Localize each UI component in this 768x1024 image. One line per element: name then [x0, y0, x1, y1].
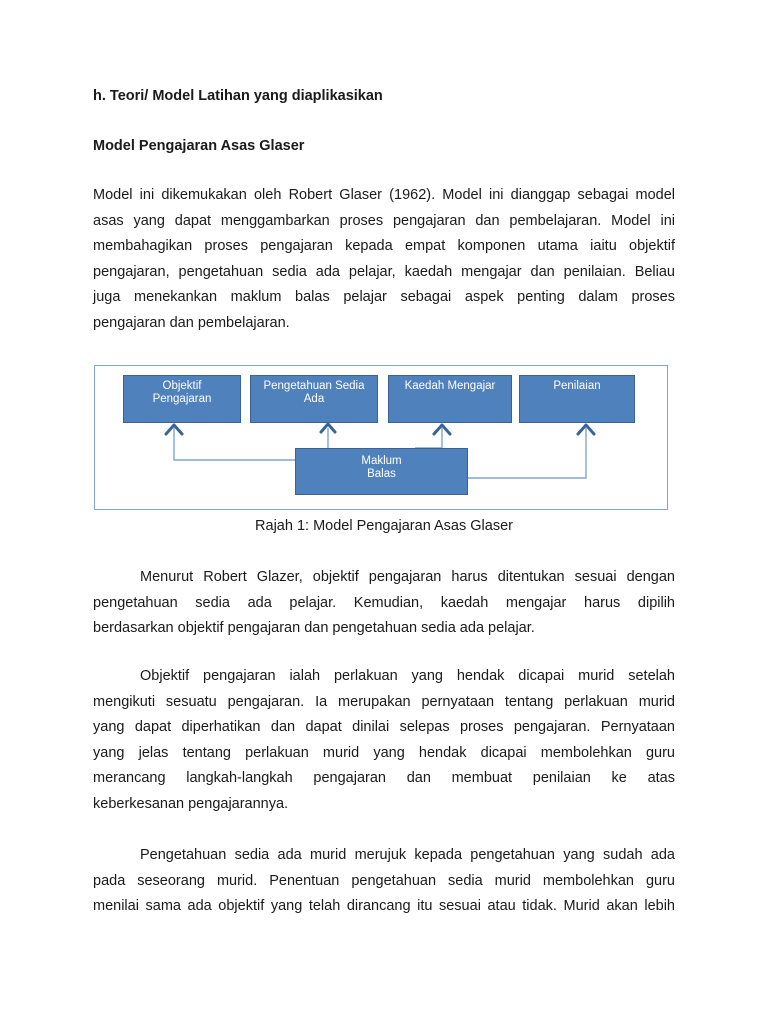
- box-kaedah-mengajar: [388, 375, 512, 423]
- paragraph-line: Objektif pengajaran ialah perlakuan yang hendak dicapai murid setelah: [140, 668, 675, 684]
- box-kaedah-line: Kaedah Mengajar: [404, 380, 496, 392]
- paragraph-line: menilai sama ada objektif yang telah dirancang itu sesuai atau tidak. Murid akan lebih: [93, 898, 675, 914]
- paragraph-line: pengetahuan sedia ada pelajar. Kemudian, kaedah mengajar harus dipilih: [93, 594, 675, 611]
- paragraph-line: keberkesanan pengajarannya.: [93, 795, 289, 812]
- intro-line: juga menekankan maklum balas pelajar sebagai aspek penting dalam proses: [93, 289, 675, 305]
- box-pengetahuan-line: Ada: [303, 393, 325, 405]
- intro-paragraph: [93, 183, 675, 336]
- paragraph-line: yang dapat diperhatikan dan dapat dinilai selepas proses pengajaran. Pernyataan: [93, 719, 675, 735]
- figure-caption: Rajah 1: Model Pengajaran Asas Glaser: [255, 518, 513, 534]
- box-maklum-line: Maklum: [361, 455, 402, 467]
- glaser-model-diagram: [94, 365, 668, 510]
- paragraph-pengetahuan: [93, 843, 675, 920]
- paragraph-line: merancang langkah-langkah pengajaran dan membuat penilaian ke atas: [93, 770, 675, 786]
- section-heading: h. Teori/ Model Latihan yang diaplikasikan: [93, 88, 383, 104]
- box-objektif-line: Pengajaran: [152, 393, 212, 405]
- paragraph-line: yang jelas tentang perlakuan murid yang hendak dicapai membolehkan guru: [93, 744, 675, 761]
- box-objektif-line: Objektif: [162, 380, 202, 392]
- intro-line: pengajaran dan pembelajaran.: [93, 314, 290, 331]
- paragraph-objektif: [93, 664, 675, 817]
- box-maklum-balas: [295, 448, 468, 495]
- paragraph-line: Menurut Robert Glazer, objektif pengajaran harus ditentukan sesuai dengan: [140, 569, 675, 585]
- feedback-line-objektif: [174, 428, 295, 460]
- paragraph-line: berdasarkan objektif pengajaran dan pengetahuan sedia ada pelajar.: [93, 620, 535, 636]
- intro-line: asas yang dapat menggambarkan proses pengajaran dan pembelajaran. Model ini: [93, 212, 675, 229]
- box-objektif-pengajaran: [123, 375, 241, 423]
- paragraph-line: Pengetahuan sedia ada murid merujuk kepada pengetahuan yang sudah ada: [140, 847, 675, 863]
- intro-line: pengajaran, pengetahuan sedia ada pelajar, kaedah mengajar dan penilaian. Beliau: [93, 263, 675, 280]
- intro-line: membahagikan proses pengajaran kepada empat komponen utama iaitu objektif: [93, 238, 675, 254]
- paragraph-line: pada seseorang murid. Penentuan pengetahuan sedia murid membolehkan guru: [93, 872, 675, 889]
- box-pengetahuan-sedia-ada: [250, 375, 378, 423]
- feedback-line-penilaian: [468, 428, 586, 478]
- paragraph-menurut: [93, 565, 675, 642]
- box-penilaian-line: Penilaian: [553, 380, 601, 392]
- model-heading: Model Pengajaran Asas Glaser: [93, 138, 305, 154]
- box-pengetahuan-line: Pengetahuan Sedia: [263, 380, 365, 392]
- paragraph-line: mengikuti sesuatu pengajaran. Ia merupakan pernyataan tentang perlakuan murid: [93, 693, 675, 710]
- box-penilaian: [519, 375, 635, 423]
- box-maklum-line: Balas: [367, 468, 396, 480]
- intro-line: Model ini dikemukakan oleh Robert Glaser (1962). Model ini dianggap sebagai model: [93, 187, 675, 203]
